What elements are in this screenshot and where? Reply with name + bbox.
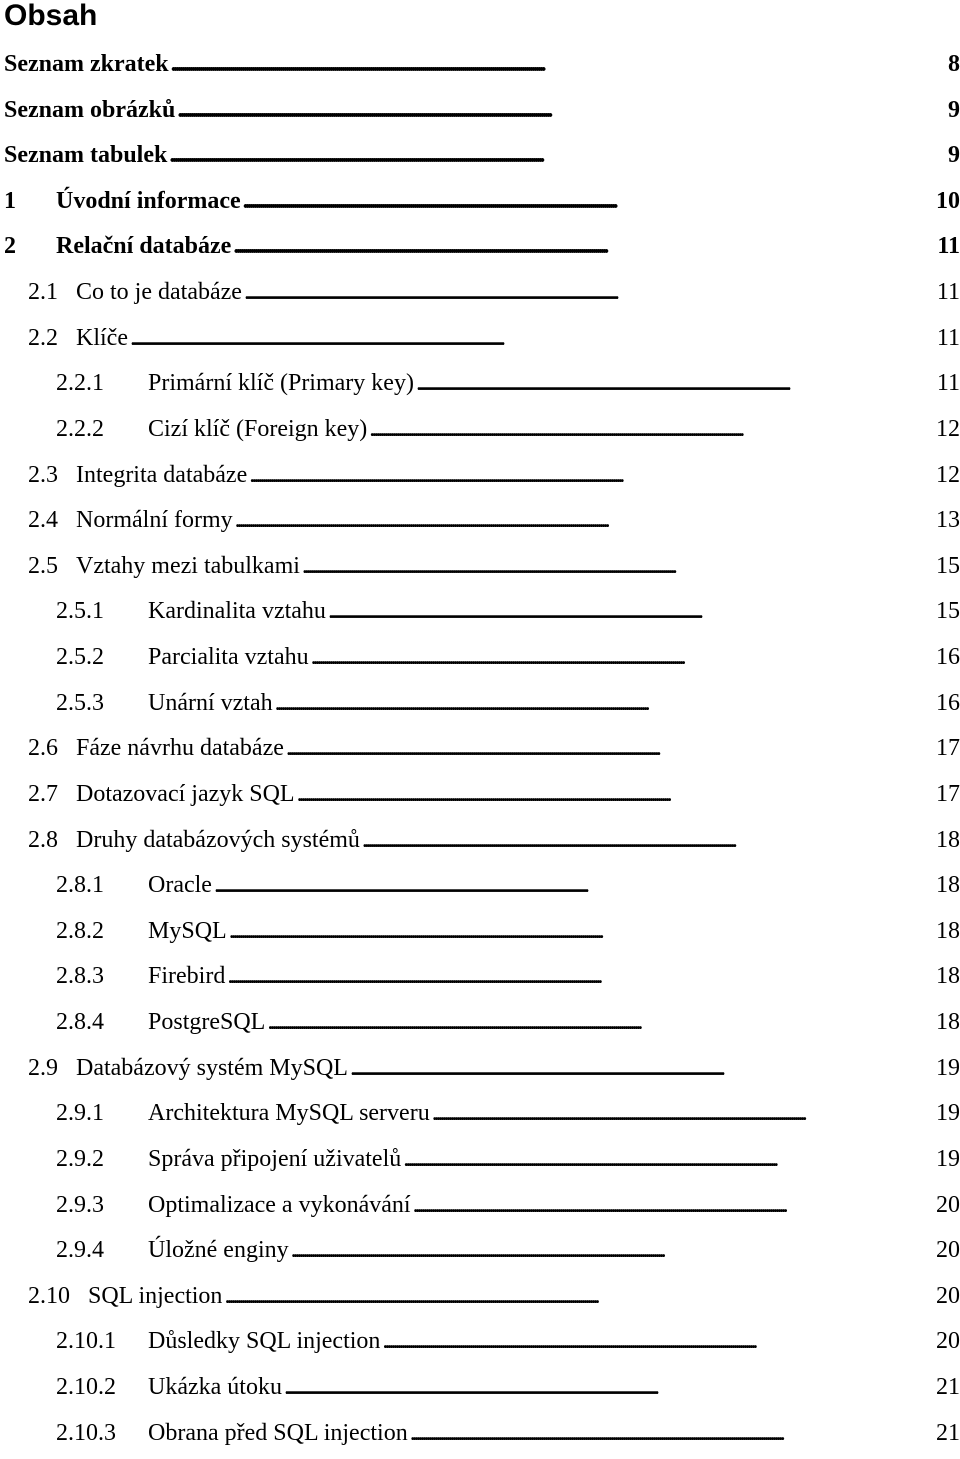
toc-entry-number: 2.1 (28, 279, 58, 306)
toc-entry-page-number: 19 (936, 1054, 960, 1081)
toc-leader-dots (410, 1413, 934, 1453)
toc-entry-label: Optimalizace a vykonávání (148, 1191, 411, 1218)
toc-leader-dots (249, 455, 934, 495)
toc-leader-dots (311, 637, 934, 677)
toc-entry-label: Správa připojení uživatelů (148, 1145, 402, 1172)
toc-entry-label: Seznam tabulek (4, 142, 168, 169)
toc-entry-page-number: 21 (936, 1373, 960, 1400)
toc-entry-label: Dotazovací jazyk SQL (76, 780, 295, 807)
toc-entry-label: Úložné enginy (148, 1237, 289, 1264)
toc-leader-dots (369, 409, 934, 449)
toc-leader-dots (233, 226, 935, 266)
toc-entry-page-number: 13 (936, 507, 960, 534)
toc-entry-number: 2.8.3 (56, 963, 104, 990)
toc-entry-page-number: 12 (936, 415, 960, 442)
toc-entry-number: 2.4 (28, 507, 58, 534)
toc-entry-label: Oracle (148, 872, 212, 899)
toc-entry[interactable] (56, 683, 960, 723)
toc-entry-page-number: 16 (936, 689, 960, 716)
toc-entry[interactable] (4, 44, 960, 84)
toc-entry-page-number: 19 (936, 1100, 960, 1127)
toc-entry[interactable] (56, 1367, 960, 1407)
toc-leader-dots (284, 1367, 934, 1407)
toc-entry-label: Obrana před SQL injection (148, 1419, 408, 1446)
toc-entry-label: Relační databáze (56, 233, 232, 260)
toc-entry-number: 2.6 (28, 735, 58, 762)
toc-leader-dots (328, 591, 934, 631)
toc-entry-number: 2.9.2 (56, 1145, 104, 1172)
toc-entry-label: Firebird (148, 963, 226, 990)
toc-leader-dots (297, 774, 934, 814)
toc-entry[interactable] (56, 409, 960, 449)
toc-leader-dots (227, 956, 934, 996)
toc-leader-dots (403, 1139, 934, 1179)
toc-entry[interactable] (56, 1139, 960, 1179)
toc-entry-label: Architektura MySQL serveru (148, 1100, 430, 1127)
toc-leader-dots (224, 1276, 934, 1316)
toc-entry-page-number: 8 (948, 51, 960, 77)
toc-entry-label: Cizí klíč (Foreign key) (148, 415, 368, 442)
toc-entry-number: 2.10.2 (56, 1373, 116, 1400)
toc-entry-label: Integrita databáze (76, 461, 248, 488)
toc-entry-page-number: 15 (936, 598, 960, 625)
toc-leader-dots (413, 1185, 934, 1225)
toc-entry-page-number: 20 (936, 1282, 960, 1309)
toc-entry-label: MySQL (148, 917, 227, 944)
toc-entry-number: 2.2.1 (56, 370, 104, 397)
toc-leader-dots (229, 911, 934, 951)
toc-entry-page-number: 18 (936, 826, 960, 853)
toc-entry-number: 2.3 (28, 461, 58, 488)
toc-leader-dots (267, 1002, 934, 1042)
toc-entry-label: Normální formy (76, 507, 233, 534)
toc-leader-dots (302, 546, 934, 586)
toc-entry-page-number: 20 (936, 1191, 960, 1218)
toc-entry[interactable] (28, 500, 960, 540)
toc-entry-label: Vztahy mezi tabulkami (76, 552, 300, 579)
toc-entry-label: Klíče (76, 324, 128, 351)
toc-entry[interactable] (56, 591, 960, 631)
toc-entry-label: Důsledky SQL injection (148, 1328, 381, 1355)
toc-entry-page-number: 10 (936, 187, 960, 214)
toc-entry-number: 2.10 (28, 1282, 70, 1309)
toc-leader-dots (169, 135, 946, 175)
toc-entry[interactable] (28, 1048, 960, 1088)
toc-entry-page-number: 18 (936, 872, 960, 899)
toc-entry-number: 1 (4, 187, 16, 214)
toc-leader-dots (243, 181, 934, 221)
toc-entry-page-number: 15 (936, 552, 960, 579)
toc-entry-label: Co to je databáze (76, 279, 242, 306)
toc-entry-page-number: 18 (936, 963, 960, 990)
toc-entry-page-number: 21 (936, 1419, 960, 1446)
toc-entry-page-number: 11 (937, 233, 960, 260)
toc-entry-page-number: 18 (936, 917, 960, 944)
toc-entry[interactable] (28, 774, 960, 814)
toc-entry[interactable] (28, 820, 960, 860)
toc-entry-page-number: 18 (936, 1009, 960, 1036)
toc-entry-page-number: 19 (936, 1145, 960, 1172)
toc-entry-page-number: 11 (936, 324, 960, 351)
toc-entry-page-number: 12 (936, 461, 960, 488)
toc-leader-dots (416, 363, 935, 403)
toc-entry-label: Ukázka útoku (148, 1373, 282, 1400)
toc-entry-label: Databázový systém MySQL (76, 1054, 348, 1081)
toc-entry-number: 2.10.3 (56, 1419, 116, 1446)
toc-entry[interactable] (56, 1002, 960, 1042)
toc-leader-dots (171, 44, 946, 84)
toc-entry[interactable] (28, 1276, 960, 1316)
toc-entry-label: Parcialita vztahu (148, 644, 309, 671)
toc-entry-page-number: 9 (948, 96, 960, 123)
toc-entry-page-number: 20 (936, 1328, 960, 1355)
toc-entry[interactable] (56, 865, 960, 905)
toc-entry-number: 2.8.4 (56, 1009, 104, 1036)
toc-entry[interactable] (56, 1413, 960, 1453)
toc-leader-dots (214, 865, 934, 905)
toc-entry[interactable] (4, 90, 960, 130)
toc-entry-page-number: 16 (936, 644, 960, 671)
toc-entry[interactable] (4, 135, 960, 175)
toc-entry-number: 2.9.1 (56, 1100, 104, 1127)
toc-leader-dots (432, 1093, 934, 1133)
toc-entry-number: 2.2 (28, 324, 58, 351)
toc-entry-label: Kardinalita vztahu (148, 598, 326, 625)
toc-entry-number: 2.10.1 (56, 1328, 116, 1355)
toc-leader-dots (244, 272, 935, 312)
toc-entry-number: 2.7 (28, 780, 58, 807)
toc-entry[interactable] (56, 1321, 960, 1361)
toc-entry-number: 2.9.3 (56, 1191, 104, 1218)
toc-entry-number: 2.2.2 (56, 415, 104, 442)
toc-entry-page-number: 20 (936, 1237, 960, 1264)
toc-entry-number: 2.5.1 (56, 598, 104, 625)
toc-entry-number: 2.5.3 (56, 689, 104, 716)
toc-leader-dots (362, 820, 934, 860)
toc-entry[interactable] (28, 455, 960, 495)
toc-entry-label: Úvodní informace (56, 187, 241, 214)
toc-entry-label: Seznam obrázků (4, 96, 176, 123)
toc-leader-dots (177, 90, 946, 130)
toc-entry[interactable] (28, 272, 960, 312)
toc-entry-page-number: 11 (936, 370, 960, 397)
toc-leader-dots (275, 683, 934, 723)
toc-entry-page-number: 17 (936, 735, 960, 762)
toc-entry-number: 2.8.2 (56, 917, 104, 944)
toc-entry-number: 2.5 (28, 552, 58, 579)
toc-leader-dots (291, 1230, 934, 1270)
toc-entry-label: PostgreSQL (148, 1009, 266, 1036)
toc-entry-number: 2.8 (28, 826, 58, 853)
toc-entry-number: 2.5.2 (56, 644, 104, 671)
toc-entry-number: 2.9.4 (56, 1237, 104, 1264)
toc-entry[interactable] (56, 1093, 960, 1133)
toc-entry-label: Fáze návrhu databáze (76, 735, 284, 762)
toc-entry[interactable] (28, 728, 960, 768)
page-title: Obsah (4, 0, 98, 32)
toc-entry[interactable] (56, 363, 960, 403)
toc-entry[interactable] (28, 318, 960, 358)
toc-entry-label: Druhy databázových systémů (76, 826, 360, 853)
toc-entry[interactable] (56, 911, 960, 951)
toc-entry[interactable] (56, 637, 960, 677)
toc-entry[interactable] (4, 181, 960, 221)
toc-entry-label: Primární klíč (Primary key) (148, 370, 414, 397)
toc-entry-number: 2.8.1 (56, 872, 104, 899)
toc-leader-dots (382, 1321, 934, 1361)
toc-leader-dots (350, 1048, 934, 1088)
toc-entry[interactable] (56, 1230, 960, 1270)
toc-entry-number: 2.9 (28, 1054, 58, 1081)
toc-leader-dots (286, 728, 934, 768)
toc-entry-page-number: 17 (936, 780, 960, 807)
toc-entry[interactable] (56, 1185, 960, 1225)
toc-entry-page-number: 9 (948, 142, 960, 169)
toc-entry-page-number: 11 (936, 279, 960, 306)
toc-entry-number: 2 (4, 233, 16, 260)
toc-entry-label: Seznam zkratek (4, 51, 169, 77)
toc-entry[interactable] (56, 956, 960, 996)
toc-leader-dots (130, 318, 935, 358)
toc-entry[interactable] (4, 226, 960, 266)
toc-entry-label: Unární vztah (148, 689, 273, 716)
toc-entry-label: SQL injection (88, 1282, 223, 1309)
toc-leader-dots (235, 500, 934, 540)
toc-entry[interactable] (28, 546, 960, 586)
